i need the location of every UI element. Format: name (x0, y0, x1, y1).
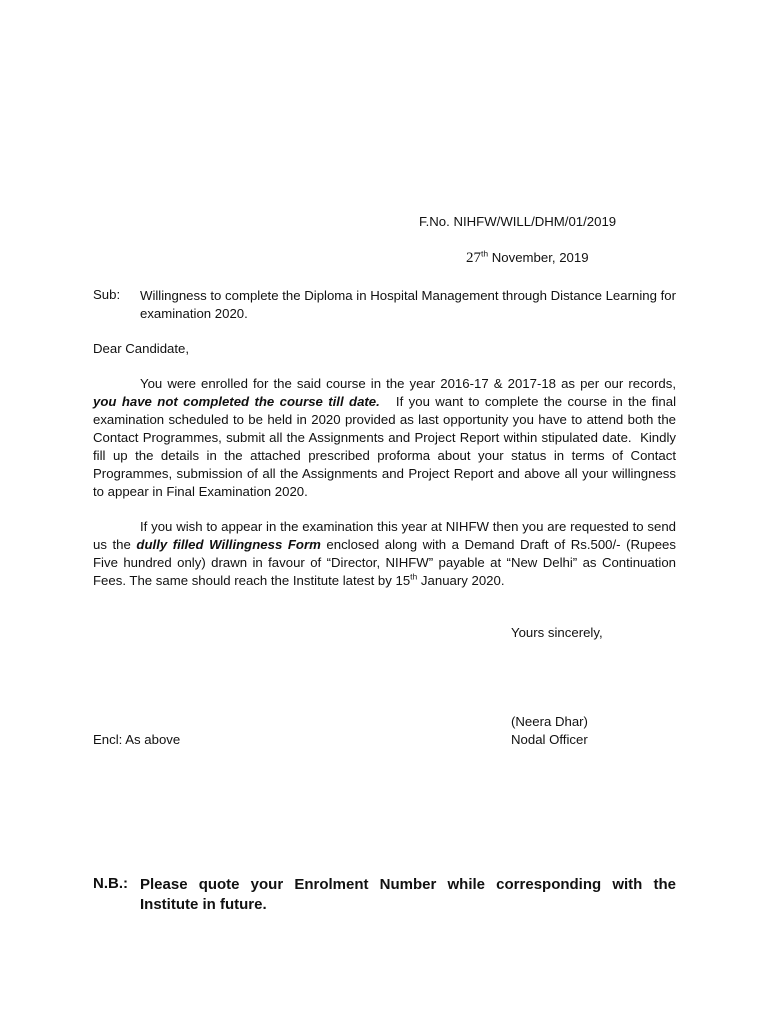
paragraph-1-text-b: If you want to complete the course in the final examination scheduled to be held in 2020 provided as last opportunity you have to attend both the Contact Programmes, submit all the Assignments and Project Report within stipulated date. Kindly fill up the details in the attached prescribed proforma about your status in terms of Contact Programmes, submission of all the Assignments and Project Report and above all your willingness to appear in Final Examination 2020. (93, 394, 680, 499)
body-paragraph-2 (93, 518, 676, 590)
paragraph-2-emphasis: dully filled Willingness Form (136, 537, 321, 552)
subject-label: Sub: (93, 287, 121, 302)
paragraph-2-text-a: If you wish to appear in the examination this year at NIHFW then you are requested to send us the (93, 519, 676, 552)
date-month-year: November, 2019 (488, 250, 589, 265)
closing: Yours sincerely, (511, 625, 603, 640)
date-suffix: th (481, 248, 489, 259)
paragraph-2-superscript: th (410, 571, 418, 582)
note-label: N.B.: (93, 875, 128, 892)
note-text: Please quote your Enrolment Number while corresponding with the Institute in future. (140, 876, 676, 913)
subject-text: Willingness to complete the Diploma in Hospital Management through Distance Learning for examination 2020. (140, 288, 676, 321)
letter-date (466, 250, 589, 267)
signatory-title: Nodal Officer (511, 732, 588, 747)
signatory-name: (Neera Dhar) (511, 714, 588, 729)
date-day: 27 (466, 250, 481, 266)
paragraph-2-text-c: January 2020. (417, 573, 505, 588)
enclosure-note: Encl: As above (93, 732, 181, 747)
paragraph-1-emphasis: you have not completed the course till date. (93, 394, 380, 409)
paragraph-2-text-b: enclosed along with a Demand Draft of Rs.500/- (Rupees Five hundred only) drawn in favour of “Director, NIHFW” payable at “New Delhi” as Continuation Fees. The same should reach the Institute latest by 15 (93, 537, 676, 588)
file-number: F.No. NIHFW/WILL/DHM/01/2019 (419, 214, 617, 229)
salutation: Dear Candidate, (93, 341, 190, 356)
body-paragraph-1 (93, 375, 680, 501)
paragraph-1-text-a: You were enrolled for the said course in the year 2016-17 & 2017-18 as per our records, (140, 376, 676, 391)
